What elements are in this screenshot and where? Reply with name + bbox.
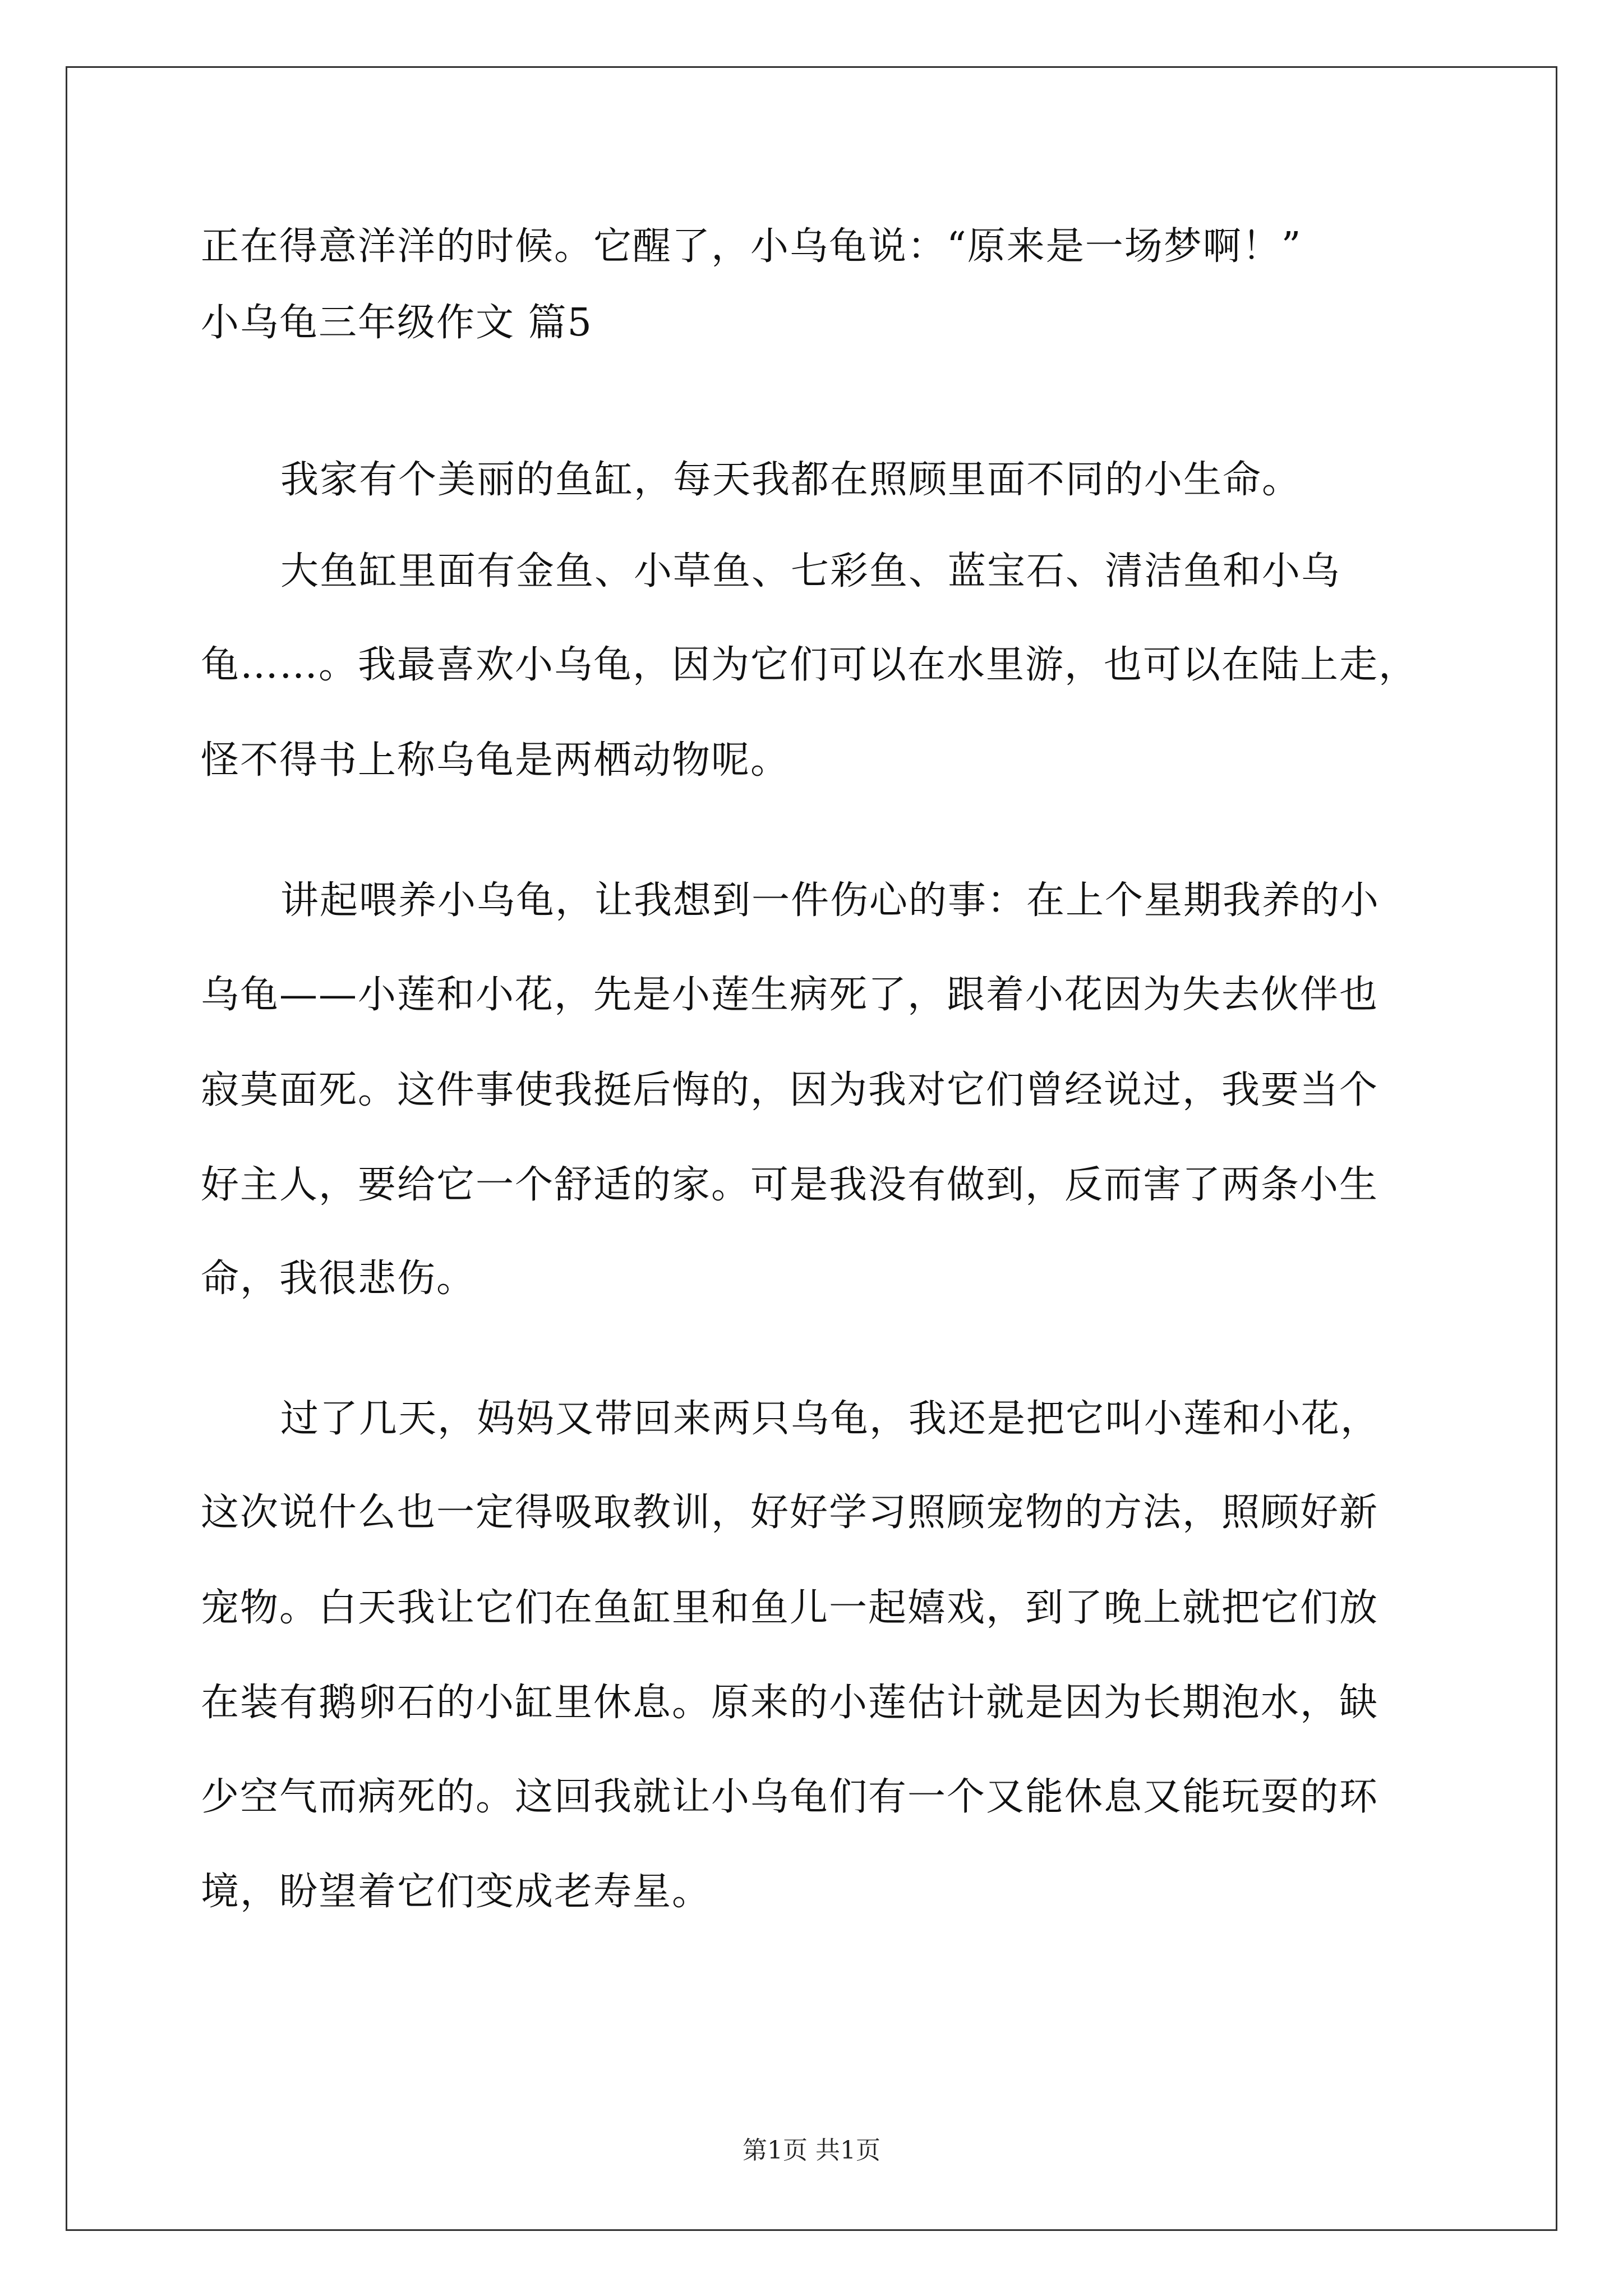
paragraph-line: 我家有个美丽的鱼缸，每天我都在照顾里面不同的小生命。	[280, 458, 1302, 502]
paragraph-line: 境，盼望着它们变成老寿星。	[201, 1870, 712, 1914]
paragraph-line: 大鱼缸里面有金鱼、小草鱼、七彩鱼、蓝宝石、清洁鱼和小乌	[280, 549, 1341, 593]
paragraph-line: 好主人，要给它一个舒适的家。可是我没有做到，反而害了两条小生	[201, 1163, 1379, 1207]
paragraph-line: 寂莫面死。这件事使我挺后悔的，因为我对它们曾经说过，我要当个	[201, 1068, 1379, 1112]
paragraph-line: 龟……。我最喜欢小乌龟，因为它们可以在水里游，也可以在陆上走，	[201, 643, 1418, 687]
paragraph-line: 命，我很悲伤。	[201, 1257, 476, 1301]
paragraph-line: 宠物。白天我让它们在鱼缸里和鱼儿一起嬉戏，到了晚上就把它们放	[201, 1586, 1379, 1630]
paragraph-line: 过了几天，妈妈又带回来两只乌龟，我还是把它叫小莲和小花，	[280, 1397, 1380, 1441]
body-text-line: 正在得意洋洋的时候。它醒了，小乌龟说：“原来是一场梦啊！”	[201, 224, 1302, 269]
paragraph-line: 这次说什么也一定得吸取教训，好好学习照顾宠物的方法，照顾好新	[201, 1490, 1379, 1535]
section-heading: 小乌龟三年级作文 篇5	[201, 301, 593, 345]
paragraph-line: 讲起喂养小乌龟，让我想到一件伤心的事：在上个星期我养的小	[280, 878, 1380, 923]
paragraph-line: 怪不得书上称乌龟是两栖动物呢。	[201, 738, 790, 783]
paragraph-line: 少空气而病死的。这回我就让小乌龟们有一个又能休息又能玩耍的环	[201, 1775, 1379, 1819]
paragraph-line: 乌龟——小莲和小花，先是小莲生病死了，跟着小花因为失去伙伴也	[201, 973, 1379, 1017]
paragraph-line: 在装有鹅卵石的小缸里休息。原来的小莲估计就是因为长期泡水，缺	[201, 1681, 1379, 1725]
page-number-footer: 第1页 共1页	[743, 2136, 880, 2165]
